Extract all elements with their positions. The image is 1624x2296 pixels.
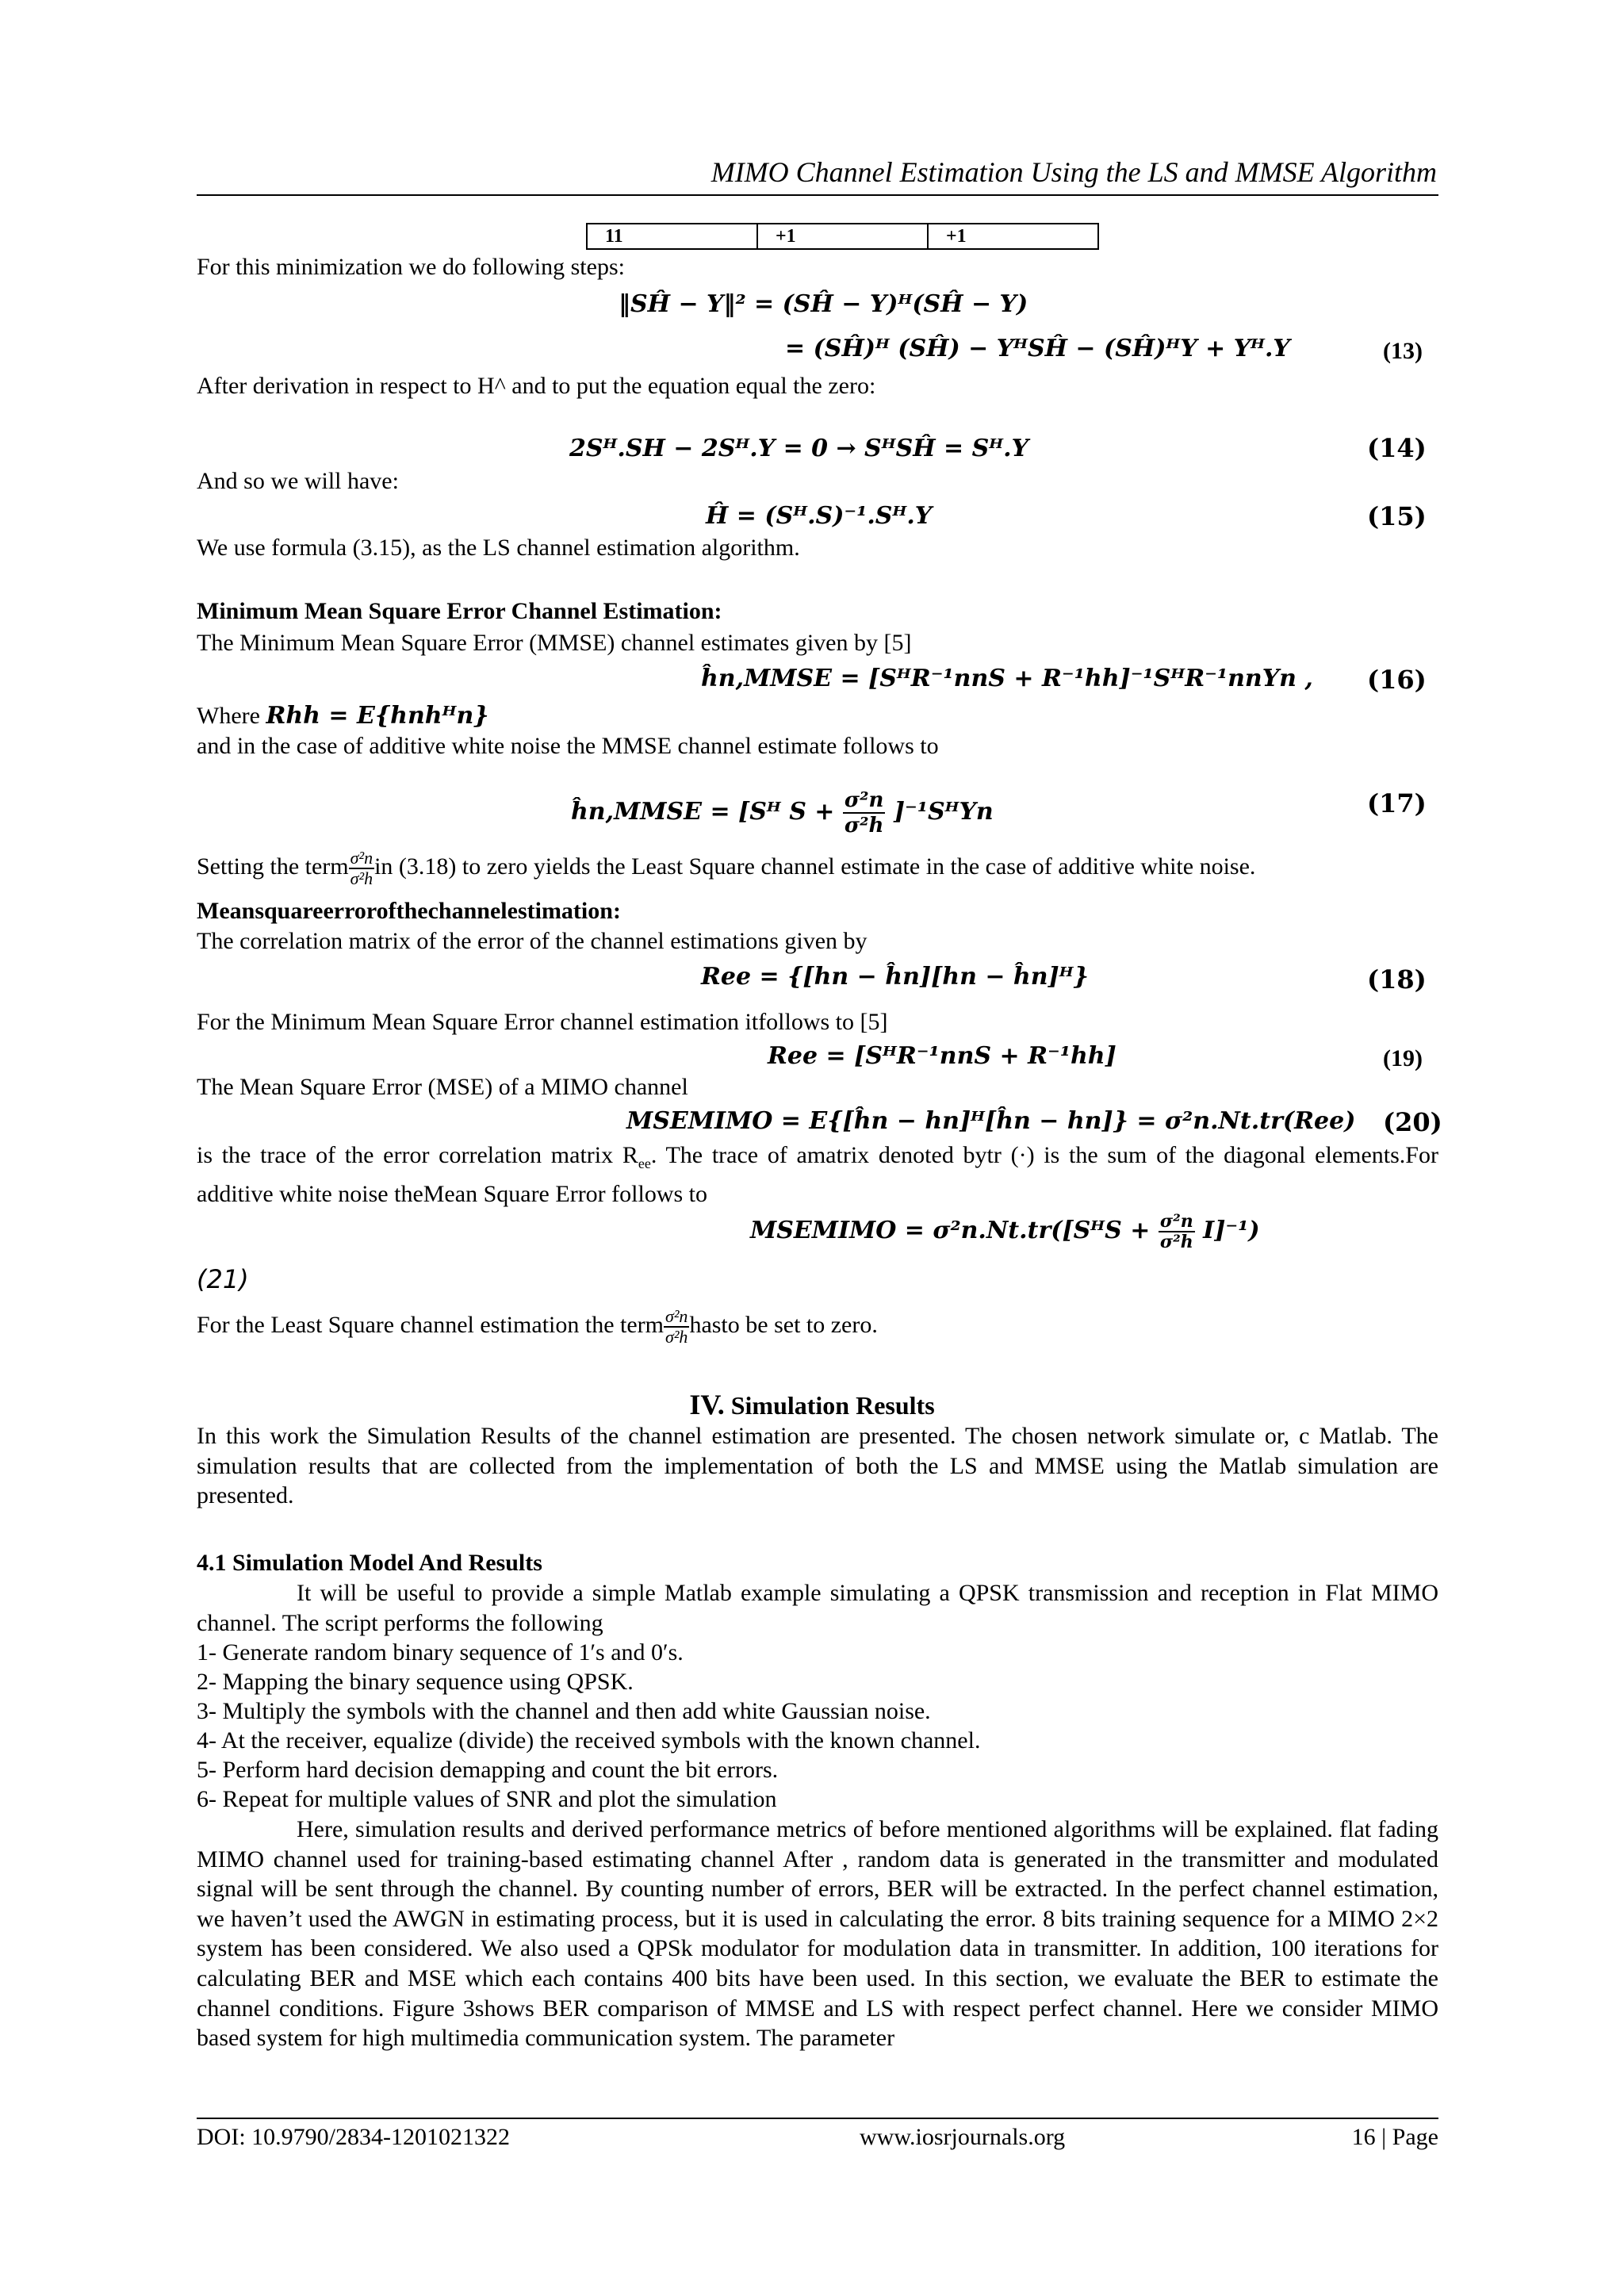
- so-we-have-text: And so we will have:: [197, 468, 399, 494]
- equation-19: Ree = [SᴴR⁻¹nnS + R⁻¹hh]: [768, 1042, 1116, 1070]
- equation-15-number: (15): [1367, 501, 1427, 531]
- trace-text-b: . The trace of amatrix denoted bytr (·) is the sum of the diagonal elements.For additive white noise theMean Square Error follows to: [197, 1142, 1438, 1207]
- header-rule: [197, 194, 1438, 196]
- equation-15: Ĥ = (Sᴴ.S)⁻¹.Sᴴ.Y: [706, 502, 933, 530]
- equation-14-number: (14): [1367, 433, 1427, 463]
- equation-13-number: (13): [1383, 338, 1423, 364]
- equation-14: 2Sᴴ.SH − 2Sᴴ.Y = 0 → SᴴSĤ = Sᴴ.Y: [569, 435, 1028, 462]
- section-title: Simulation Results: [730, 1391, 935, 1420]
- footer-doi: DOI: 10.9790/2834-1201021322: [197, 2124, 510, 2150]
- trace-text-a: is the trace of the error correlation matrix R: [197, 1142, 638, 1168]
- equation-20-number: (20): [1383, 1107, 1442, 1137]
- equation-17-left: ĥn,MMSE = [Sᴴ S +: [571, 798, 835, 826]
- footer-website-text[interactable]: www.iosrjournals.org: [860, 2124, 1066, 2150]
- trace-paragraph: [197, 1140, 1438, 1209]
- footer-rule: [197, 2118, 1438, 2119]
- after-derivation-text: After derivation in respect to H^ and to put the equation equal the zero:: [197, 373, 876, 399]
- where-line: [197, 701, 489, 731]
- ls-term-a: For the Least Square channel estimation the term: [197, 1311, 664, 1338]
- mmse-intro-text: The Minimum Mean Square Error (MMSE) channel estimates given by [5]: [197, 630, 912, 656]
- mini-table: [586, 223, 1099, 250]
- subsection-heading: 4.1 Simulation Model And Results: [197, 1550, 542, 1576]
- ls-term-line: [197, 1307, 878, 1347]
- fraction-denominator: σ²h: [350, 868, 373, 888]
- where-label: Where: [197, 703, 260, 729]
- fraction-denominator: σ²h: [844, 814, 884, 838]
- fraction-numerator: σ²n: [844, 788, 884, 812]
- mmse-heading: Minimum Mean Square Error Channel Estimation:: [197, 598, 722, 624]
- footer-website[interactable]: [860, 2124, 1065, 2151]
- equation-21-number: (21): [197, 1264, 249, 1294]
- equation-17-number: (17): [1367, 788, 1427, 818]
- fraction-numerator: σ²n: [1159, 1211, 1193, 1232]
- equation-16-number: (16): [1367, 665, 1427, 695]
- subsection-intro-paragraph: [197, 1578, 1438, 1638]
- equation-13-line1: ‖SĤ − Y‖² = (SĤ − Y)ᴴ(SĤ − Y): [619, 290, 1028, 318]
- step-item: 6- Repeat for multiple values of SNR and plot the simulation: [197, 1786, 777, 1812]
- mmse-follows-text: For the Minimum Mean Square Error channel estimation itfollows to [5]: [197, 1009, 888, 1035]
- fraction-numerator: σ²n: [350, 848, 373, 868]
- step-item: 3- Multiply the symbols with the channel and then add white Gaussian noise.: [197, 1698, 931, 1724]
- equation-18: Ree = {[hn − ĥn][hn − ĥn]ᴴ}: [701, 963, 1089, 991]
- step-item: 4- At the receiver, equalize (divide) the received symbols with the known channel.: [197, 1727, 981, 1754]
- noise-ratio-fraction: [349, 849, 374, 888]
- setting-term-line: [197, 849, 1255, 888]
- noise-ratio-fraction: [843, 788, 885, 838]
- footer-page-number: 16 | Page: [1351, 2124, 1438, 2150]
- setting-term-a: Setting the term: [197, 853, 349, 880]
- trace-subscript: ee: [638, 1156, 651, 1171]
- minimization-text: For this minimization we do following steps:: [197, 254, 625, 280]
- mse-mimo-intro-text: The Mean Square Error (MSE) of a MIMO channel: [197, 1074, 688, 1100]
- fraction-numerator: σ²n: [665, 1306, 688, 1326]
- ls-formula-text: We use formula (3.15), as the LS channel estimation algorithm.: [197, 535, 800, 561]
- equation-17-right: ]⁻¹SᴴYn: [893, 798, 994, 826]
- running-title: MIMO Channel Estimation Using the LS and MMSE Algorithm: [710, 156, 1437, 188]
- fraction-denominator: σ²h: [665, 1327, 688, 1347]
- section-heading: [0, 1388, 1624, 1421]
- noise-ratio-fraction: [1159, 1212, 1195, 1251]
- equation-13-line2: = (SĤ)ᴴ (SĤ) − YᴴSĤ − (SĤ)ᴴY + Yᴴ.Y: [785, 335, 1290, 362]
- correlation-intro-text: The correlation matrix of the error of the channel estimations given by: [197, 928, 868, 954]
- equation-19-number: (19): [1383, 1045, 1423, 1071]
- equation-20: MSEMIMO = E{[ĥn − hn]ᴴ[ĥn − hn]} = σ²n.Nt.tr(Ree): [626, 1107, 1356, 1135]
- awgn-case-text: and in the case of additive white noise the MMSE channel estimate follows to: [197, 733, 939, 759]
- fraction-denominator: σ²h: [1159, 1232, 1193, 1252]
- section-intro-text: In this work the Simulation Results of the channel estimation are presented. The chosen network simulate or, c Matlab. The simulation results that are collected from the implementation of both the LS and MMSE using the Matlab simulation are presented.: [197, 1423, 1438, 1508]
- table-cell: 11: [587, 224, 757, 249]
- step-item: 2- Mapping the binary sequence using QPSK.: [197, 1669, 634, 1695]
- ls-term-b: hasto be set to zero.: [689, 1311, 878, 1338]
- closing-text: Here, simulation results and derived performance metrics of before mentioned algorithms will be explained. flat fading MIMO channel used for training-based estimating channel After , random data is generated in the transmitter and modulated signal will be sent through the channel. By counting number of errors, BER will be extracted. In the perfect channel estimation, we haven’t used the AWGN in estimating process, but it is used in calculating the error. 8 bits training sequence for a MIMO 2×2 system has been considered. We also used a QPSk modulator for modulation data in transmitter. In addition, 100 iterations for calculating BER and MSE which each contains 400 bits have been used. In this section, we evaluate the BER to estimate the channel conditions. Figure 3shows BER comparison of MMSE and LS with respect perfect channel. Here we consider MIMO based system for high multimedia communication system. The parameter: [197, 1816, 1438, 2052]
- equation-17: [571, 788, 994, 838]
- step-item: 1- Generate random binary sequence of 1′s and 0′s.: [197, 1639, 684, 1665]
- step-item: 5- Perform hard decision demapping and count the bit errors.: [197, 1757, 779, 1783]
- subsection-intro-text: It will be useful to provide a simple Matlab example simulating a QPSK transmission and reception in Flat MIMO channel. The script performs the following: [197, 1580, 1438, 1636]
- closing-paragraph: [197, 1815, 1438, 2053]
- section-intro-paragraph: [197, 1421, 1438, 1511]
- equation-21-right: I]⁻¹): [1203, 1217, 1260, 1244]
- section-roman: IV.: [689, 1389, 725, 1420]
- mse-heading: Meansquareerrorofthechannelestimation:: [197, 898, 621, 924]
- table-cell: +1: [928, 224, 1098, 249]
- equation-21: [750, 1212, 1260, 1251]
- equation-18-number: (18): [1367, 964, 1427, 995]
- equation-21-left: MSEMIMO = σ²n.Nt.tr([SᴴS +: [750, 1217, 1151, 1244]
- noise-ratio-fraction: [664, 1307, 689, 1347]
- setting-term-b: in (3.18) to zero yields the Least Square channel estimate in the case of additive white noise.: [374, 853, 1256, 880]
- table-cell: +1: [757, 224, 928, 249]
- where-equation: Rhh = E{hnhᴴn}: [266, 702, 489, 730]
- equation-16: ĥn,MMSE = [SᴴR⁻¹nnS + R⁻¹hh]⁻¹SᴴR⁻¹nnYn ,: [701, 665, 1313, 692]
